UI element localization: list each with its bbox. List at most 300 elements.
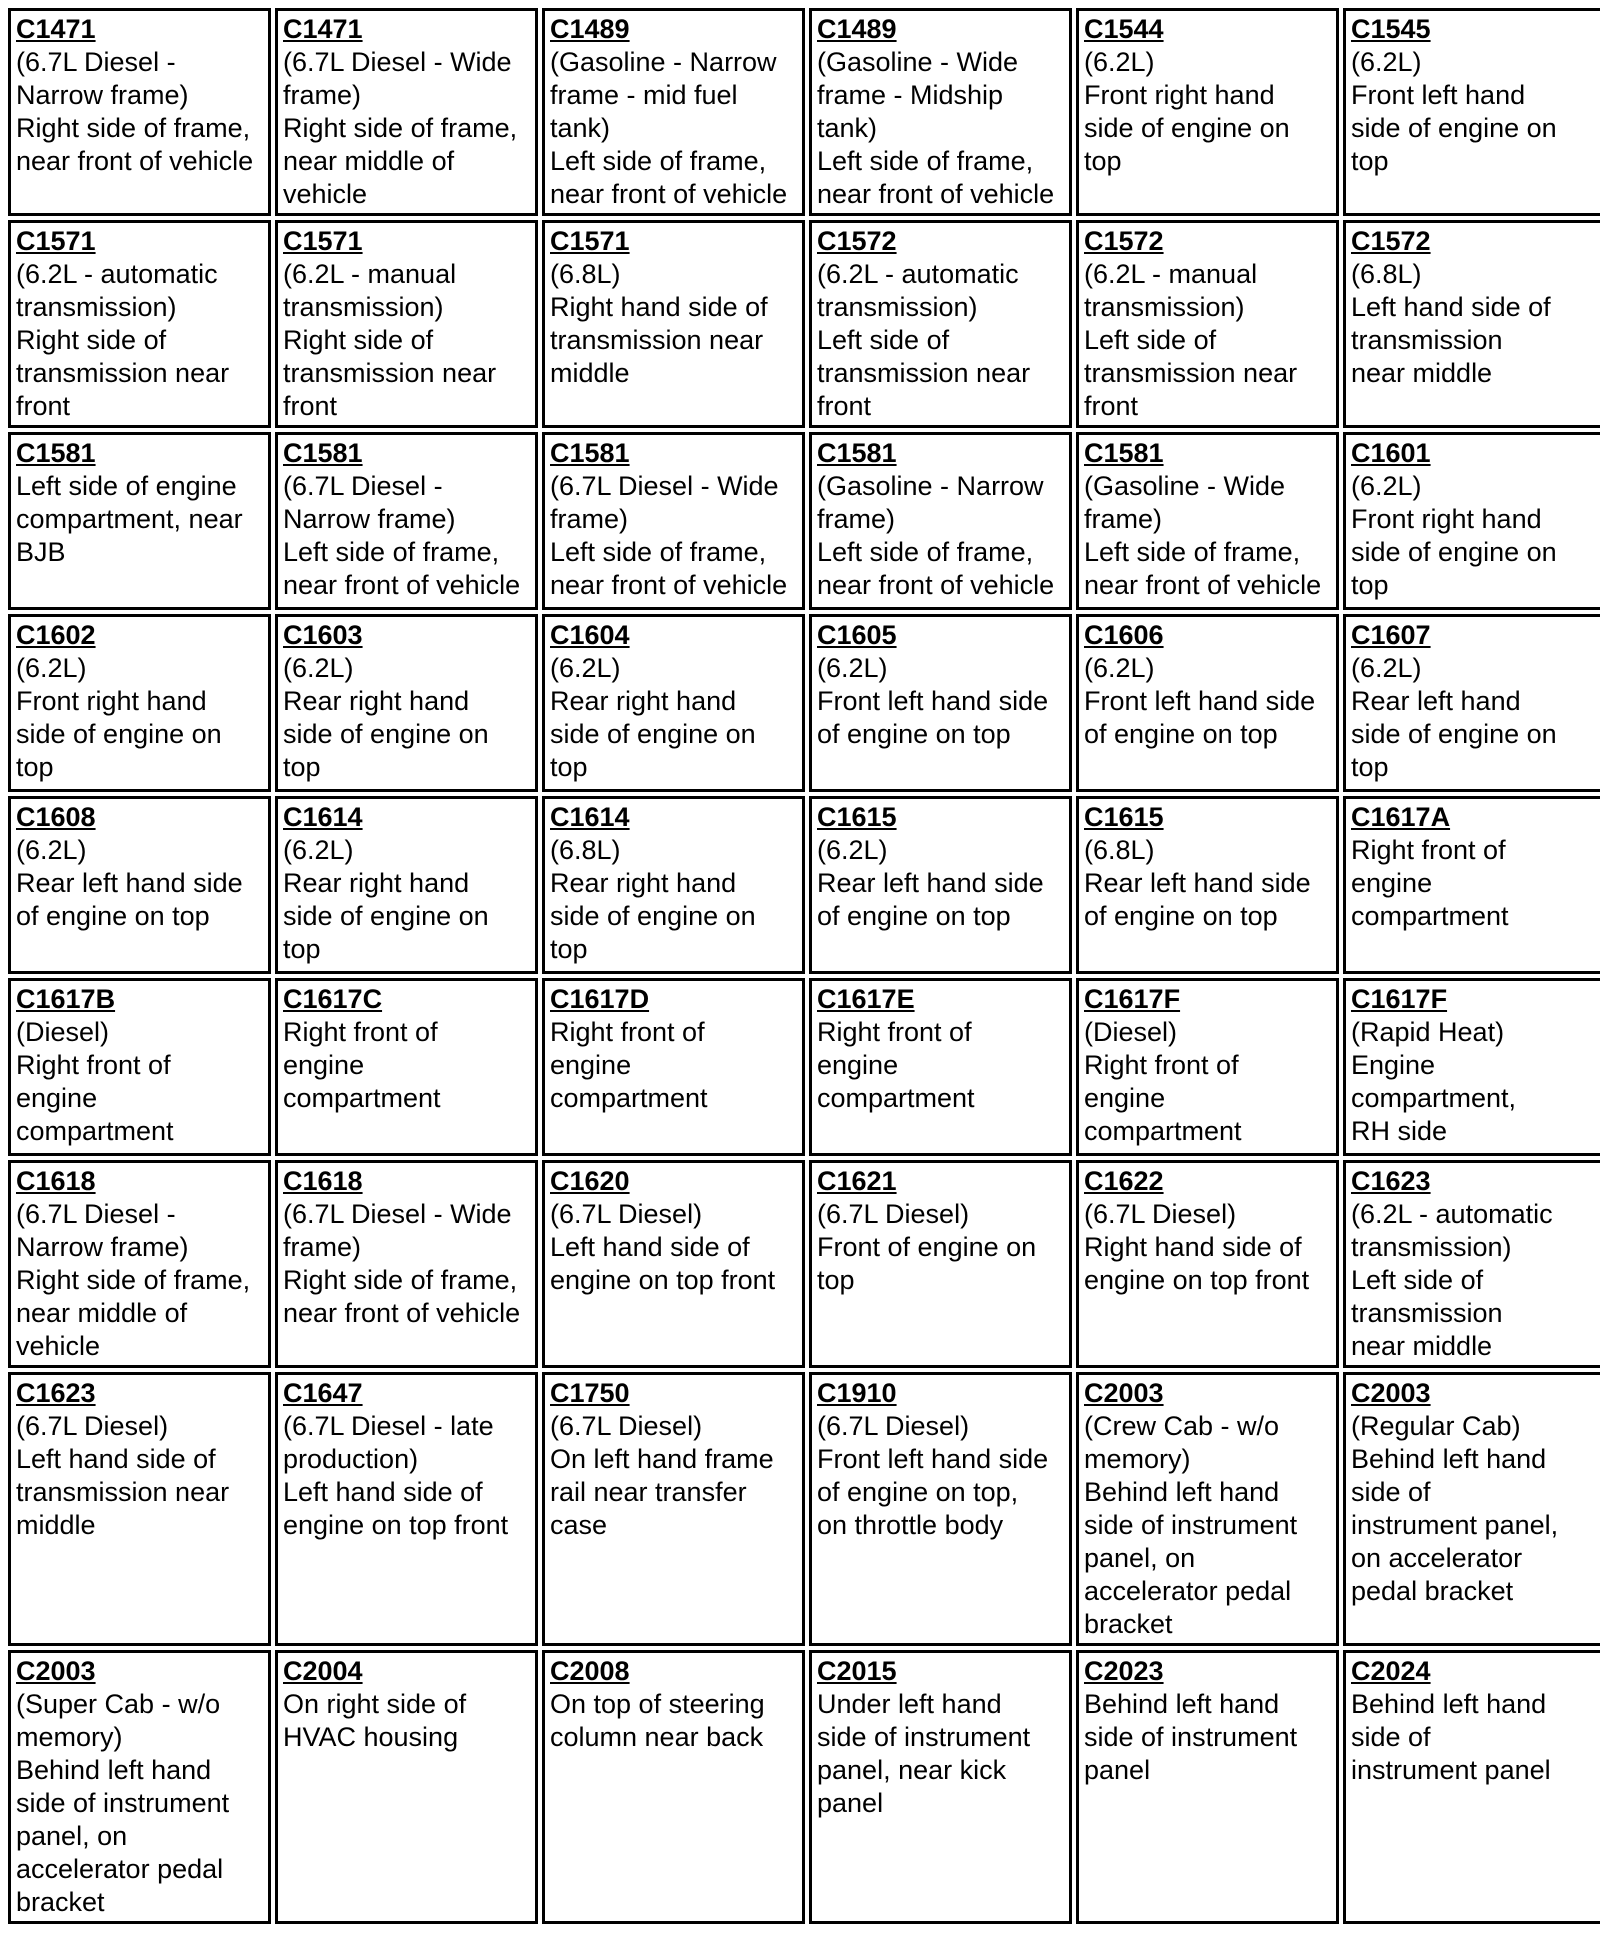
connector-code: C1572 xyxy=(1351,226,1431,256)
location-text-line: transmission) xyxy=(817,292,978,322)
connector-cell xyxy=(542,1650,805,1924)
location-text-line: near middle xyxy=(1351,358,1493,388)
location-text-line: bracket xyxy=(16,1887,105,1917)
location-text-line: Front left hand xyxy=(1351,80,1526,110)
location-text-line: frame) xyxy=(283,80,362,110)
location-text-line: Rear right hand xyxy=(283,868,470,898)
connector-cell xyxy=(8,1650,271,1924)
location-text-line: (Gasoline - Wide xyxy=(817,47,1019,77)
location-text-line: engine on top front xyxy=(1084,1265,1310,1295)
location-text-line: RH side xyxy=(1351,1116,1448,1146)
table-row xyxy=(8,432,1600,610)
connector-code: C1571 xyxy=(550,226,630,256)
location-text-line: compartment xyxy=(1084,1116,1242,1146)
connector-cell xyxy=(1076,220,1339,428)
table-row xyxy=(8,796,1600,974)
location-text-line: production) xyxy=(283,1444,419,1474)
location-text-line: frame) xyxy=(283,1232,362,1262)
connector-cell xyxy=(542,978,805,1156)
location-text-line: (6.2L) xyxy=(1351,47,1422,77)
location-text-line: transmission) xyxy=(283,292,444,322)
location-text-line: Rear left hand side xyxy=(1084,868,1311,898)
connector-code: C1617F xyxy=(1084,984,1181,1014)
connector-cell xyxy=(275,432,538,610)
location-text-line: near front of vehicle xyxy=(283,570,521,600)
location-text-line: frame) xyxy=(550,504,629,534)
connector-code: C2004 xyxy=(283,1656,363,1686)
location-text-line: On right side of xyxy=(283,1689,467,1719)
connector-cell xyxy=(809,978,1072,1156)
connector-code: C1615 xyxy=(817,802,897,832)
connector-cell xyxy=(8,432,271,610)
connector-code: C1608 xyxy=(16,802,96,832)
location-text-line: transmission near xyxy=(16,1477,230,1507)
location-text-line: HVAC housing xyxy=(283,1722,459,1752)
location-text-line: Narrow frame) xyxy=(16,1232,189,1262)
connector-code: C1601 xyxy=(1351,438,1431,468)
location-text-line: top xyxy=(1351,752,1389,782)
location-text-line: panel xyxy=(1084,1755,1151,1785)
location-text-line: transmission xyxy=(1351,325,1503,355)
connector-code: C1620 xyxy=(550,1166,630,1196)
location-text-line: near front of vehicle xyxy=(550,179,788,209)
location-text-line: (6.2L) xyxy=(550,653,621,683)
connector-cell xyxy=(542,1372,805,1646)
connector-cell xyxy=(275,978,538,1156)
connector-code: C1471 xyxy=(283,14,363,44)
location-text-line: on accelerator xyxy=(1351,1543,1523,1573)
location-text-line: (6.7L Diesel) xyxy=(817,1199,970,1229)
connector-code: C2024 xyxy=(1351,1656,1431,1686)
location-text-line: middle xyxy=(16,1510,96,1540)
location-text-line: side of engine on xyxy=(550,719,756,749)
location-text-line: near front of vehicle xyxy=(283,1298,521,1328)
connector-code: C1607 xyxy=(1351,620,1431,650)
connector-cell xyxy=(8,220,271,428)
connector-code: C1545 xyxy=(1351,14,1431,44)
location-text-line: top xyxy=(1351,146,1389,176)
location-text-line: transmission) xyxy=(1084,292,1245,322)
location-text-line: Left hand side of xyxy=(550,1232,750,1262)
connector-cell xyxy=(542,432,805,610)
connector-cell xyxy=(8,796,271,974)
connector-code: C1572 xyxy=(817,226,897,256)
location-text-line: Right side of frame, xyxy=(283,1265,518,1295)
location-text-line: panel, on xyxy=(16,1821,128,1851)
connector-code: C1605 xyxy=(817,620,897,650)
connector-code: C2008 xyxy=(550,1656,630,1686)
location-text-line: Rear right hand xyxy=(283,686,470,716)
location-text-line: pedal bracket xyxy=(1351,1576,1514,1606)
location-text-line: Narrow frame) xyxy=(16,80,189,110)
location-text-line: Right side of xyxy=(16,325,167,355)
location-text-line: Right side of frame, xyxy=(16,1265,251,1295)
connector-code: C1614 xyxy=(550,802,630,832)
location-text-line: of engine on top xyxy=(817,719,1011,749)
connector-cell xyxy=(1076,978,1339,1156)
location-text-line: (6.8L) xyxy=(550,259,621,289)
connector-cell xyxy=(1076,614,1339,792)
location-text-line: (Regular Cab) xyxy=(1351,1411,1521,1441)
location-text-line: (6.7L Diesel) xyxy=(16,1411,169,1441)
connector-cell xyxy=(8,978,271,1156)
connector-code: C1910 xyxy=(817,1378,897,1408)
connector-code: C1614 xyxy=(283,802,363,832)
table-row xyxy=(8,8,1600,216)
connector-cell xyxy=(542,220,805,428)
location-text-line: Left hand side of xyxy=(1351,292,1551,322)
connector-cell xyxy=(1343,614,1600,792)
location-text-line: rail near transfer xyxy=(550,1477,747,1507)
location-text-line: side of xyxy=(1351,1722,1431,1752)
location-text-line: bracket xyxy=(1084,1609,1173,1639)
connector-code: C1571 xyxy=(283,226,363,256)
location-text-line: accelerator pedal xyxy=(1084,1576,1292,1606)
location-text-line: Left side of frame, xyxy=(1084,537,1301,567)
location-text-line: near middle of xyxy=(16,1298,188,1328)
connector-code: C1617D xyxy=(550,984,650,1014)
location-text-line: case xyxy=(550,1510,608,1540)
location-text-line: engine xyxy=(1084,1083,1166,1113)
connector-code: C1471 xyxy=(16,14,96,44)
connector-code: C1581 xyxy=(550,438,630,468)
connector-cell xyxy=(1343,1160,1600,1368)
location-text-line: Right side of frame, xyxy=(16,113,251,143)
location-text-line: (6.7L Diesel) xyxy=(1084,1199,1237,1229)
connector-cell xyxy=(8,1160,271,1368)
location-text-line: (Gasoline - Wide xyxy=(1084,471,1286,501)
location-text-line: instrument panel, xyxy=(1351,1510,1559,1540)
connector-code: C1603 xyxy=(283,620,363,650)
location-text-line: Front left hand side xyxy=(817,1444,1049,1474)
connector-cell xyxy=(1076,8,1339,216)
location-text-line: side of engine on xyxy=(550,901,756,931)
location-text-line: transmission near xyxy=(1084,358,1298,388)
connector-cell xyxy=(809,1372,1072,1646)
location-text-line: Left side of frame, xyxy=(550,146,767,176)
location-text-line: top xyxy=(817,1265,855,1295)
location-text-line: of engine on top xyxy=(817,901,1011,931)
location-text-line: (Super Cab - w/o xyxy=(16,1689,221,1719)
location-text-line: engine xyxy=(1351,868,1433,898)
location-text-line: Right side of frame, xyxy=(283,113,518,143)
connector-code: C1621 xyxy=(817,1166,897,1196)
connector-cell xyxy=(809,432,1072,610)
location-text-line: middle xyxy=(550,358,630,388)
table-row xyxy=(8,1650,1600,1924)
location-text-line: frame - mid fuel xyxy=(550,80,738,110)
location-text-line: (6.7L Diesel - xyxy=(16,47,176,77)
location-text-line: (6.7L Diesel - xyxy=(283,471,443,501)
connector-cell xyxy=(809,220,1072,428)
location-text-line: Left side of xyxy=(817,325,950,355)
connector-cell xyxy=(275,1160,538,1368)
location-text-line: side of engine on xyxy=(283,901,489,931)
location-text-line: Behind left hand xyxy=(1351,1444,1547,1474)
connector-cell xyxy=(1343,1372,1600,1646)
location-text-line: (6.2L) xyxy=(1084,653,1155,683)
location-text-line: (6.2L - manual xyxy=(283,259,457,289)
location-text-line: accelerator pedal xyxy=(16,1854,224,1884)
location-text-line: (6.2L) xyxy=(817,653,888,683)
connector-cell xyxy=(542,614,805,792)
location-text-line: (6.2L - automatic xyxy=(817,259,1019,289)
location-text-line: (6.8L) xyxy=(1084,835,1155,865)
location-text-line: (6.7L Diesel - Wide xyxy=(550,471,779,501)
connector-cell xyxy=(1076,796,1339,974)
location-text-line: of engine on top xyxy=(1084,719,1278,749)
location-text-line: Left side of frame, xyxy=(283,537,500,567)
location-text-line: (6.8L) xyxy=(1351,259,1422,289)
connector-cell xyxy=(542,796,805,974)
location-text-line: instrument panel xyxy=(1351,1755,1551,1785)
location-text-line: top xyxy=(16,752,54,782)
location-text-line: On left hand frame xyxy=(550,1444,774,1474)
location-text-line: column near back xyxy=(550,1722,764,1752)
location-text-line: (Gasoline - Narrow xyxy=(550,47,777,77)
location-text-line: transmission near xyxy=(16,358,230,388)
location-text-line: (6.2L - automatic xyxy=(16,259,218,289)
location-text-line: Narrow frame) xyxy=(283,504,456,534)
location-text-line: compartment xyxy=(16,1116,174,1146)
location-text-line: Under left hand xyxy=(817,1689,1002,1719)
location-text-line: of engine on top xyxy=(1084,901,1278,931)
table-row xyxy=(8,978,1600,1156)
location-text-line: (6.7L Diesel) xyxy=(817,1411,970,1441)
location-text-line: side of instrument xyxy=(1084,1510,1298,1540)
connector-cell xyxy=(1343,1650,1600,1924)
connector-code: C1581 xyxy=(283,438,363,468)
connector-code: C1581 xyxy=(16,438,96,468)
location-text-line: (6.2L - automatic xyxy=(1351,1199,1553,1229)
location-text-line: side of instrument xyxy=(1084,1722,1298,1752)
connector-cell xyxy=(275,614,538,792)
location-text-line: side of engine on xyxy=(1084,113,1290,143)
location-text-line: front xyxy=(817,391,872,421)
location-text-line: Right hand side of xyxy=(1084,1232,1302,1262)
location-text-line: frame) xyxy=(1084,504,1163,534)
connector-code: C1581 xyxy=(817,438,897,468)
connector-cell xyxy=(8,614,271,792)
location-text-line: top xyxy=(550,752,588,782)
location-text-line: Left hand side of xyxy=(16,1444,216,1474)
location-text-line: transmission near xyxy=(283,358,497,388)
connector-cell xyxy=(542,8,805,216)
location-text-line: Right front of xyxy=(1084,1050,1239,1080)
location-text-line: Left side of xyxy=(1084,325,1217,355)
location-text-line: of engine on top, xyxy=(817,1477,1019,1507)
location-text-line: engine xyxy=(550,1050,632,1080)
location-text-line: compartment xyxy=(1351,901,1509,931)
location-text-line: on throttle body xyxy=(817,1510,1004,1540)
location-text-line: BJB xyxy=(16,537,66,567)
location-text-line: (Rapid Heat) xyxy=(1351,1017,1505,1047)
location-text-line: memory) xyxy=(16,1722,123,1752)
location-text-line: panel, near kick xyxy=(817,1755,1007,1785)
location-text-line: side of engine on xyxy=(1351,719,1557,749)
location-text-line: Rear left hand xyxy=(1351,686,1521,716)
connector-cell xyxy=(8,1372,271,1646)
location-text-line: near front of vehicle xyxy=(817,179,1055,209)
location-text-line: compartment xyxy=(550,1083,708,1113)
location-text-line: Right front of xyxy=(817,1017,972,1047)
location-text-line: front xyxy=(16,391,71,421)
location-text-line: engine xyxy=(817,1050,899,1080)
connector-cell xyxy=(275,8,538,216)
location-text-line: Rear left hand side xyxy=(817,868,1044,898)
location-text-line: (Diesel) xyxy=(16,1017,110,1047)
location-text-line: Behind left hand xyxy=(1351,1689,1547,1719)
location-text-line: compartment, near xyxy=(16,504,243,534)
location-text-line: compartment, xyxy=(1351,1083,1517,1113)
location-text-line: vehicle xyxy=(283,179,368,209)
location-text-line: top xyxy=(1084,146,1122,176)
connector-code: C1571 xyxy=(16,226,96,256)
location-text-line: (6.7L Diesel) xyxy=(550,1411,703,1441)
location-text-line: Front right hand xyxy=(1084,80,1275,110)
location-text-line: Engine xyxy=(1351,1050,1436,1080)
connector-cell xyxy=(809,1160,1072,1368)
connector-cell xyxy=(1076,432,1339,610)
connector-cell xyxy=(275,1372,538,1646)
location-text-line: (6.7L Diesel - Wide xyxy=(283,1199,512,1229)
location-text-line: engine on top front xyxy=(550,1265,776,1295)
connector-code: C1544 xyxy=(1084,14,1164,44)
connector-cell xyxy=(809,1650,1072,1924)
location-text-line: engine on top front xyxy=(283,1510,509,1540)
location-text-line: Behind left hand xyxy=(1084,1689,1280,1719)
connector-code: C1615 xyxy=(1084,802,1164,832)
connector-code: C2003 xyxy=(1351,1378,1431,1408)
location-text-line: (6.2L) xyxy=(283,835,354,865)
connector-code: C1606 xyxy=(1084,620,1164,650)
location-text-line: Right hand side of xyxy=(550,292,768,322)
location-text-line: (Gasoline - Narrow xyxy=(817,471,1044,501)
location-text-line: (6.7L Diesel - late xyxy=(283,1411,494,1441)
connector-code: C1489 xyxy=(817,14,897,44)
connector-cell xyxy=(1343,796,1600,974)
location-text-line: Rear left hand side xyxy=(16,868,243,898)
connector-cell xyxy=(809,796,1072,974)
connector-code: C1489 xyxy=(550,14,630,44)
location-text-line: (6.2L) xyxy=(16,653,87,683)
location-text-line: compartment xyxy=(817,1083,975,1113)
connector-code: C1602 xyxy=(16,620,96,650)
connector-code: C1623 xyxy=(16,1378,96,1408)
location-text-line: front xyxy=(1084,391,1139,421)
connector-code: C1617C xyxy=(283,984,383,1014)
connector-cell xyxy=(809,614,1072,792)
location-text-line: Right side of xyxy=(283,325,434,355)
location-text-line: Left side of xyxy=(1351,1265,1484,1295)
location-text-line: Left hand side of xyxy=(283,1477,483,1507)
location-text-line: tank) xyxy=(817,113,878,143)
location-text-line: (6.8L) xyxy=(550,835,621,865)
table-row xyxy=(8,1160,1600,1368)
connector-cell xyxy=(1076,1160,1339,1368)
location-text-line: (6.2L) xyxy=(1351,653,1422,683)
connector-code: C2023 xyxy=(1084,1656,1164,1686)
connector-code: C1617F xyxy=(1351,984,1448,1014)
location-text-line: Left side of frame, xyxy=(817,146,1034,176)
location-text-line: panel xyxy=(817,1788,884,1818)
connector-code: C1617B xyxy=(16,984,116,1014)
connector-code: C1617E xyxy=(817,984,915,1014)
connector-code: C1622 xyxy=(1084,1166,1164,1196)
location-text-line: (Crew Cab - w/o xyxy=(1084,1411,1280,1441)
location-text-line: Front of engine on xyxy=(817,1232,1037,1262)
location-text-line: near front of vehicle xyxy=(817,570,1055,600)
location-text-line: front xyxy=(283,391,338,421)
location-text-line: Front left hand side xyxy=(1084,686,1316,716)
connector-cell xyxy=(8,8,271,216)
location-text-line: (Diesel) xyxy=(1084,1017,1178,1047)
connector-location-table xyxy=(4,4,1600,1928)
location-text-line: frame) xyxy=(817,504,896,534)
location-text-line: Left side of frame, xyxy=(550,537,767,567)
location-text-line: Rear right hand xyxy=(550,868,737,898)
location-text-line: transmission near xyxy=(550,325,764,355)
location-text-line: memory) xyxy=(1084,1444,1191,1474)
location-text-line: top xyxy=(1351,570,1389,600)
location-text-line: near front of vehicle xyxy=(550,570,788,600)
connector-code: C2003 xyxy=(16,1656,96,1686)
location-text-line: engine xyxy=(16,1083,98,1113)
location-text-line: tank) xyxy=(550,113,611,143)
location-text-line: Front right hand xyxy=(1351,504,1542,534)
connector-cell xyxy=(542,1160,805,1368)
location-text-line: transmission) xyxy=(1351,1232,1512,1262)
table-row xyxy=(8,220,1600,428)
connector-cell xyxy=(275,220,538,428)
location-text-line: (6.2L) xyxy=(283,653,354,683)
connector-code: C1604 xyxy=(550,620,630,650)
location-text-line: compartment xyxy=(283,1083,441,1113)
location-text-line: side of engine on xyxy=(1351,113,1557,143)
location-text-line: Rear right hand xyxy=(550,686,737,716)
location-text-line: Right front of xyxy=(1351,835,1506,865)
connector-code: C1572 xyxy=(1084,226,1164,256)
location-text-line: (6.2L) xyxy=(1084,47,1155,77)
connector-code: C1618 xyxy=(16,1166,96,1196)
connector-cell xyxy=(1076,1372,1339,1646)
location-text-line: transmission near xyxy=(817,358,1031,388)
connector-cell xyxy=(1343,432,1600,610)
location-text-line: Front right hand xyxy=(16,686,207,716)
table-row xyxy=(8,1372,1600,1646)
connector-cell xyxy=(809,8,1072,216)
connector-cell xyxy=(1343,220,1600,428)
location-text-line: (6.7L Diesel - Wide xyxy=(283,47,512,77)
location-text-line: On top of steering xyxy=(550,1689,765,1719)
connector-cell xyxy=(1343,8,1600,216)
connector-code: C1750 xyxy=(550,1378,630,1408)
connector-cell xyxy=(1076,1650,1339,1924)
connector-code: C2003 xyxy=(1084,1378,1164,1408)
location-text-line: Behind left hand xyxy=(16,1755,212,1785)
location-text-line: panel, on xyxy=(1084,1543,1196,1573)
location-text-line: side of instrument xyxy=(817,1722,1031,1752)
location-text-line: vehicle xyxy=(16,1331,101,1361)
connector-cell xyxy=(275,1650,538,1924)
table-body xyxy=(8,8,1600,1924)
location-text-line: Right front of xyxy=(550,1017,705,1047)
location-text-line: side of instrument xyxy=(16,1788,230,1818)
connector-cell xyxy=(1343,978,1600,1156)
location-text-line: side of engine on xyxy=(16,719,222,749)
location-text-line: transmission) xyxy=(16,292,177,322)
location-text-line: side of engine on xyxy=(283,719,489,749)
